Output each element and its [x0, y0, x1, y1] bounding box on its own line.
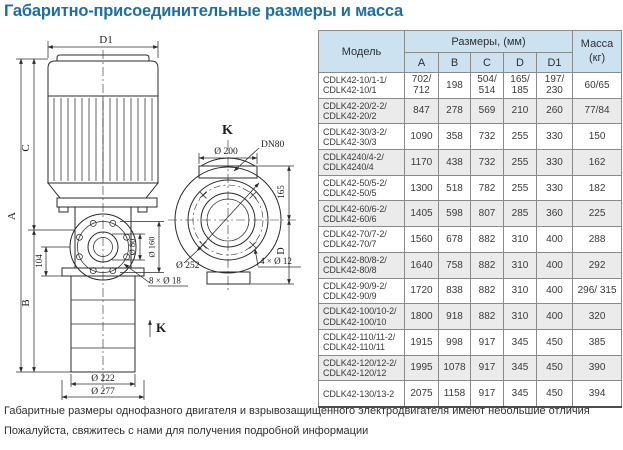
table-row — [319, 98, 622, 124]
cell-b: 998 — [439, 329, 471, 355]
cell-d: 285 — [504, 201, 537, 227]
cell-d1: 400 — [537, 278, 573, 304]
cell-c: 917 — [471, 329, 504, 355]
dim-label-d252: Ø 252 — [176, 261, 200, 271]
cell-a: 2075 — [405, 381, 439, 407]
cell-d1: 197/ 230 — [537, 73, 573, 99]
cell-mass: 394 — [573, 381, 622, 407]
table-row — [319, 175, 622, 201]
col-header-d: D — [504, 53, 537, 73]
cell-c: 882 — [471, 278, 504, 304]
model-cell: CDLK42-110/11-2/ CDLK42-110/11 — [319, 329, 405, 355]
footer-note-1: Габаритные размеры однофазного двигателя и взрывозащищенного электродвигателя имеют небольшие отличия — [4, 405, 590, 417]
cell-c: 732 — [471, 124, 504, 150]
model-cell: CDLK42-80/8-2/ CDLK42-80/8 — [319, 252, 405, 278]
cell-c: 882 — [471, 252, 504, 278]
table-row — [319, 201, 622, 227]
dim-label-d160: Ø 160 — [146, 236, 157, 258]
dim-label-bolts4: 4 × Ø 12 — [260, 256, 292, 266]
cell-a: 1640 — [405, 252, 439, 278]
table-row — [319, 150, 622, 176]
cell-mass: 60/65 — [573, 73, 622, 99]
cell-d1: 330 — [537, 175, 573, 201]
cell-mass: 182 — [573, 175, 622, 201]
cell-d1: 400 — [537, 227, 573, 253]
cell-d1: 330 — [537, 150, 573, 176]
cell-mass: 225 — [573, 201, 622, 227]
col-header-mass — [573, 31, 622, 73]
cell-b: 598 — [439, 201, 471, 227]
cell-d: 310 — [504, 278, 537, 304]
model-cell: CDLK42-70/7-2/ CDLK42-70/7 — [319, 227, 405, 253]
dim-label-c: C — [20, 144, 32, 152]
dim-label-d277: Ø 277 — [91, 387, 115, 397]
model-cell: CDLK42-10/1-1/ CDLK42-10/1 — [319, 73, 405, 99]
cell-mass: 292 — [573, 252, 622, 278]
cell-a: 1405 — [405, 201, 439, 227]
table-row — [319, 329, 622, 355]
cell-c: 917 — [471, 381, 504, 407]
col-header-b: B — [439, 53, 471, 73]
cell-mass: 288 — [573, 227, 622, 253]
col-header-c: C — [471, 53, 504, 73]
col-header-d1: D1 — [537, 53, 573, 73]
cell-b: 518 — [439, 175, 471, 201]
cell-mass: 77/84 — [573, 98, 622, 124]
cell-c: 732 — [471, 150, 504, 176]
dim-label-d222: Ø 222 — [91, 374, 115, 384]
dim-label-d200: Ø 200 — [214, 147, 238, 157]
cell-mass: 320 — [573, 304, 622, 330]
col-header-a: A — [405, 53, 439, 73]
cell-mass: 390 — [573, 355, 622, 381]
table-row — [319, 355, 622, 381]
side-view-dimensions — [6, 34, 188, 400]
cell-d: 255 — [504, 124, 537, 150]
cell-c: 882 — [471, 304, 504, 330]
cell-b: 198 — [439, 73, 471, 99]
model-cell: CDLK42-120/12-2/ CDLK42-120/12 — [319, 355, 405, 381]
cell-c: 504/ 514 — [471, 73, 504, 99]
model-cell: CDLK42-100/10-2/ CDLK42-100/10 — [319, 304, 405, 330]
cell-a: 1720 — [405, 278, 439, 304]
cell-d: 255 — [504, 150, 537, 176]
cell-d: 310 — [504, 227, 537, 253]
table-row — [319, 227, 622, 253]
cell-c: 782 — [471, 175, 504, 201]
model-cell: CDLK42-20/2-2/ CDLK42-20/2 — [319, 98, 405, 124]
table-header — [319, 31, 622, 73]
dim-label-b: B — [20, 299, 32, 307]
cell-d: 310 — [504, 252, 537, 278]
model-cell: CDLK42-90/9-2/ CDLK42-90/9 — [319, 278, 405, 304]
view-arrow-label-k: K — [156, 320, 167, 335]
cell-a: 1800 — [405, 304, 439, 330]
col-header-model: Модель — [319, 31, 405, 73]
table-row — [319, 304, 622, 330]
cell-a: 1170 — [405, 150, 439, 176]
view-title-k: K — [222, 123, 233, 138]
model-cell: CDLK42-130/13-2 — [319, 381, 405, 407]
dim-label-d80: Ø 80 — [127, 238, 137, 256]
cell-mass: 162 — [573, 150, 622, 176]
cell-d: 345 — [504, 355, 537, 381]
cell-b: 838 — [439, 278, 471, 304]
cell-d: 165/ 185 — [504, 73, 537, 99]
cell-b: 678 — [439, 227, 471, 253]
table-row — [319, 278, 622, 304]
cell-b: 1158 — [439, 381, 471, 407]
cell-d1: 450 — [537, 381, 573, 407]
cell-d1: 360 — [537, 201, 573, 227]
table-row — [319, 252, 622, 278]
table-row — [319, 124, 622, 150]
dim-label-d1: D1 — [99, 34, 113, 46]
cell-b: 918 — [439, 304, 471, 330]
cell-a: 1995 — [405, 355, 439, 381]
cell-d1: 450 — [537, 329, 573, 355]
cell-d: 210 — [504, 98, 537, 124]
cell-d1: 450 — [537, 355, 573, 381]
cell-a: 702/ 712 — [405, 73, 439, 99]
model-cell: CDLK42-60/6-2/ CDLK42-60/6 — [319, 201, 405, 227]
cell-d: 310 — [504, 304, 537, 330]
cell-mass: 150 — [573, 124, 622, 150]
model-cell: CDLK42-30/3-2/ CDLK42-30/3 — [319, 124, 405, 150]
cell-a: 1090 — [405, 124, 439, 150]
cell-b: 278 — [439, 98, 471, 124]
page-title: Габаритно-присоединительные размеры и масса — [4, 2, 403, 20]
cell-mass: 385 — [573, 329, 622, 355]
cell-d1: 400 — [537, 252, 573, 278]
dim-label-bolts8: 8 × Ø 18 — [149, 275, 181, 286]
cell-a: 847 — [405, 98, 439, 124]
cell-d1: 330 — [537, 124, 573, 150]
cell-b: 358 — [439, 124, 471, 150]
model-cell: CDLK42-50/5-2/ CDLK42-50/5 — [319, 175, 405, 201]
cell-b: 758 — [439, 252, 471, 278]
cell-d1: 400 — [537, 304, 573, 330]
dim-label-dn80: DN80 — [261, 140, 285, 150]
dim-label-d: D — [276, 247, 287, 255]
table-body — [319, 73, 622, 407]
table-row — [319, 73, 622, 99]
dim-label-165: 165 — [276, 185, 286, 199]
col-group-sizes: Размеры, (мм) — [405, 31, 573, 53]
cell-b: 438 — [439, 150, 471, 176]
table-row — [319, 381, 622, 407]
cell-c: 882 — [471, 227, 504, 253]
dim-label-a: A — [6, 212, 18, 220]
cell-a: 1915 — [405, 329, 439, 355]
cell-c: 917 — [471, 355, 504, 381]
cell-d: 345 — [504, 329, 537, 355]
cell-d: 345 — [504, 381, 537, 407]
technical-drawing — [0, 28, 320, 400]
dim-label-104: 104 — [34, 254, 44, 268]
cell-a: 1300 — [405, 175, 439, 201]
cell-c: 807 — [471, 201, 504, 227]
cell-mass: 296/ 315 — [573, 278, 622, 304]
dimensions-table — [318, 30, 622, 408]
cell-d1: 260 — [537, 98, 573, 124]
mass-header-line2: (кг) — [588, 51, 606, 64]
cell-b: 1078 — [439, 355, 471, 381]
flange-k-view — [168, 123, 301, 292]
cell-d: 255 — [504, 175, 537, 201]
mass-header-line1: Масса — [580, 37, 614, 50]
footer-note-2: Пожалуйста, свяжитесь с нами для получения подробной информации — [4, 425, 369, 437]
cell-c: 569 — [471, 98, 504, 124]
pump-side-view — [48, 50, 158, 392]
cell-a: 1560 — [405, 227, 439, 253]
model-cell: CDLK4240/4-2/ CDLK4240/4 — [319, 150, 405, 176]
